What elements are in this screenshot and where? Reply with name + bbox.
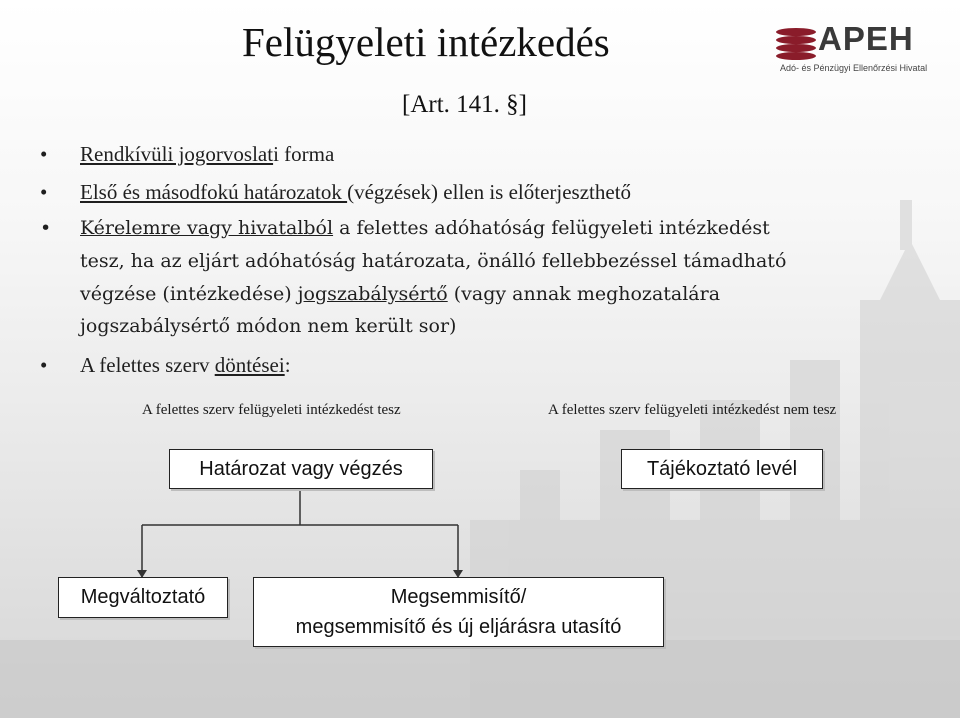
bullet-1-rest: i forma [273, 142, 335, 166]
bullet-2-underlined: Első és másodfokú határozatok [80, 180, 348, 204]
bullet-3-line2: tesz, ha az eljárt adóhatóság határozata, önálló fellebbezéssel támadható [80, 250, 787, 272]
bullet-dot: • [40, 217, 52, 239]
page-title: Felügyeleti intézkedés [242, 19, 610, 65]
box-annul-line1: Megsemmisítő/ [390, 586, 527, 608]
bullet-3-line4: jogszabálysértő módon nem került sor) [80, 315, 457, 337]
box-modify: Megváltoztató [58, 577, 228, 618]
article-reference: [Art. 141. §] [402, 91, 527, 118]
logo-wordmark: APEH [818, 20, 914, 57]
box-annul [253, 577, 664, 647]
bullet-dot: • [40, 353, 48, 377]
bullet-4-before: A felettes szerv [80, 353, 215, 377]
bullet-dot: • [40, 142, 48, 166]
right-caption: A felettes szerv felügyeleti intézkedést nem tesz [548, 402, 837, 418]
box-decision: Határozat vagy végzés [169, 449, 433, 489]
bullet-3-line3 [80, 283, 720, 305]
bullet-3-line3-before: végzése (intézkedése) [80, 283, 298, 305]
bullet-4-after: : [284, 353, 291, 377]
bullet-3-line1-rest: a felettes adóhatóság felügyeleti intézkedést [333, 217, 770, 239]
bullet-3-underlined: Kérelemre vagy hivatalból [80, 217, 334, 239]
bullet-4-underlined: döntései [214, 353, 285, 377]
bullet-2-rest: (végzések) ellen is előterjeszthető [347, 180, 632, 204]
bullet-3-line3-underlined: jogszabálysértő [297, 283, 448, 305]
box-annul-line2: megsemmisítő és új eljárásra utasító [295, 616, 622, 638]
bullet-dot: • [40, 180, 48, 204]
left-caption: A felettes szerv felügyeleti intézkedést tesz [142, 402, 401, 418]
bullet-3-line3-after: (vagy annak meghozatalára [447, 283, 721, 305]
box-info-letter: Tájékoztató levél [621, 449, 823, 489]
bullet-1-underlined: Rendkívüli jogorvoslat [80, 142, 274, 166]
logo-subtitle: Adó- és Pénzügyi Ellenőrzési Hivatal [780, 63, 928, 73]
